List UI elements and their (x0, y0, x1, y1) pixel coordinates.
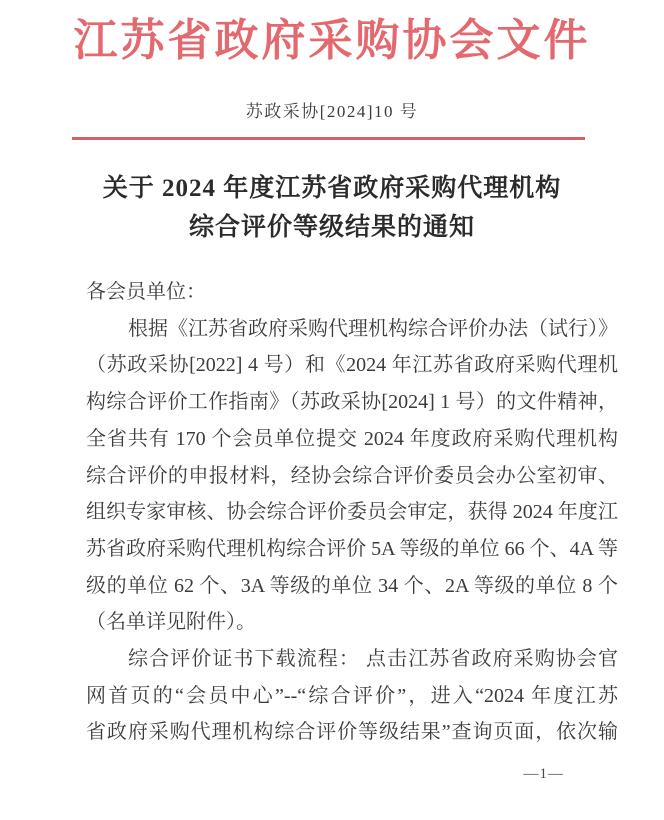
body-line: 级的单位 62 个、3A 等级的单位 34 个、2A 等级的单位 8 个 (86, 574, 618, 597)
body-line: 省政府采购代理机构综合评价等级结果”查询页面，依次输 (86, 721, 618, 744)
body-line: 组织专家审核、协会综合评价委员会审定，获得 2024 年度江 (86, 501, 618, 524)
body-line: 全省共有 170 个会员单位提交 2024 年度政府采购代理机构 (86, 427, 618, 450)
page-number: —1— (523, 766, 564, 782)
document-title-line-2: 综合评价等级结果的通知 (188, 214, 475, 241)
org-header-title: 江苏省政府采购协会文件 (73, 16, 591, 65)
document-body (86, 274, 618, 751)
document-title-line-1: 关于 2024 年度江苏省政府采购代理机构 (102, 175, 562, 202)
header-divider (72, 137, 585, 140)
body-line: 根据《江苏省政府采购代理机构综合评价办法（试行）》 (128, 317, 618, 340)
body-line: 综合评价证书下载流程： 点击江苏省政府采购协会官 (128, 648, 618, 671)
body-line: （名单详见附件）。 (86, 611, 256, 634)
document-title (0, 169, 664, 247)
body-line: 构综合评价工作指南》（苏政采协[2024] 1 号）的文件精神， (86, 391, 618, 414)
body-line: 综合评价的申报材料，经协会综合评价委员会办公室初审、 (86, 464, 618, 487)
doc-number: 苏政采协[2024]10 号 (245, 102, 419, 121)
body-line-salutation: 各会员单位： (86, 281, 206, 303)
body-line: 网首页的“会员中心”--“综合评价”，进入“2024 年度江苏 (86, 684, 618, 707)
body-line: （苏政采协[2022] 4 号）和《2024 年江苏省政府采购代理机 (86, 354, 618, 377)
body-line: 苏省政府采购代理机构综合评价 5A 等级的单位 66 个、4A 等 (86, 537, 618, 560)
